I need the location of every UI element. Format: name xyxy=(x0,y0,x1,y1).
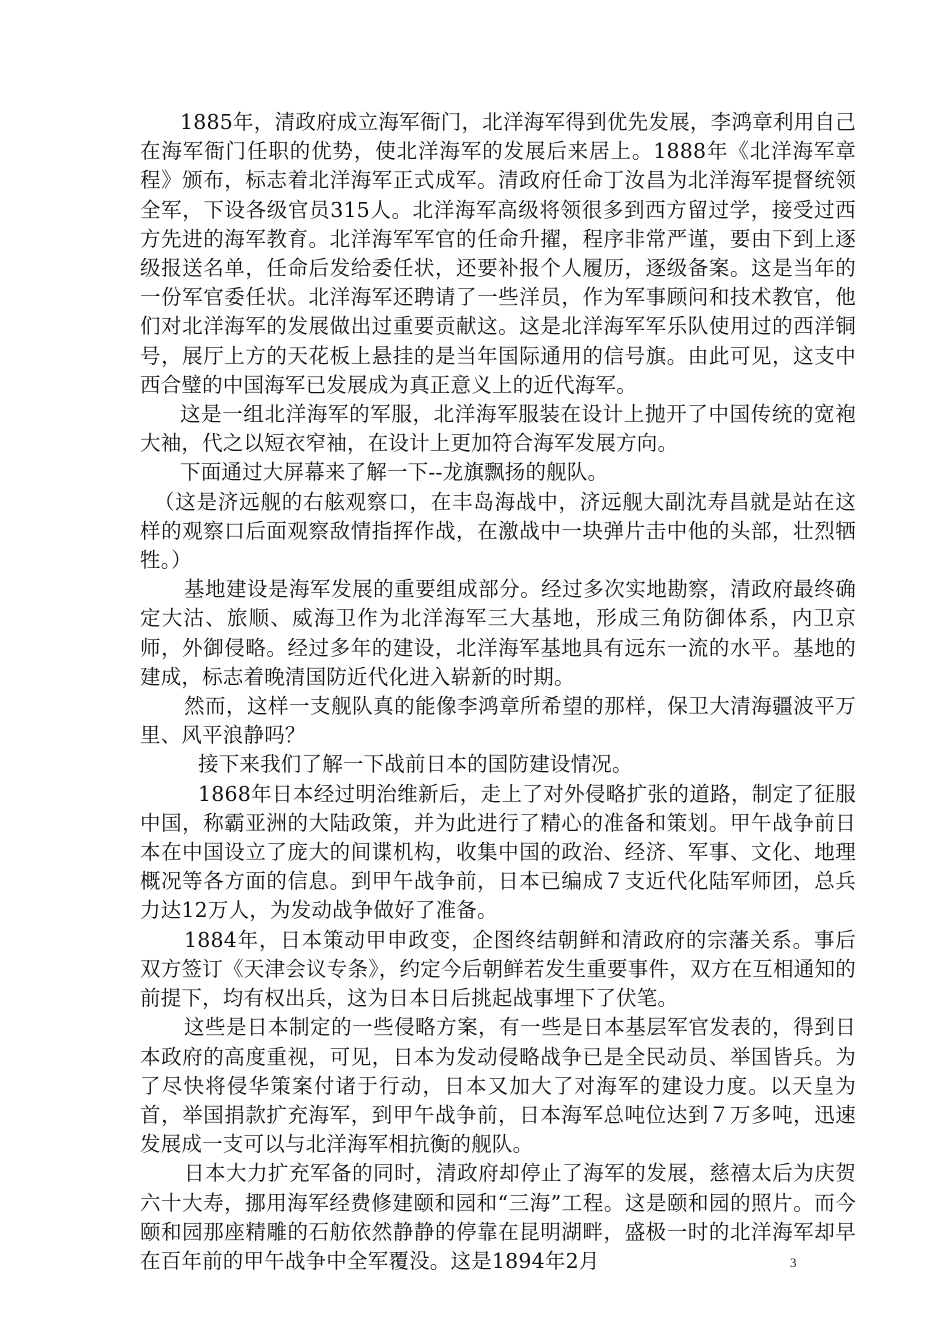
paragraph-summer-palace: 日本大力扩充军备的同时，清政府却停止了海军的发展，慈禧太后为庆贺六十大寿，挪用海军经费修建颐和园和“三海”工程。这是颐和园的照片。而今颐和园那座精雕的石舫依然静静的停靠在昆明湖畔，盛极一时的北洋海军却早在百年前的甲午战争中全军覆没。这是1894年2月 xyxy=(140,1161,856,1273)
paragraph-base-construction: 基地建设是海军发展的重要组成部分。经过多次实地勘察，清政府最终确定大沽、旅顺、威海卫作为北洋海军三大基地，形成三角防御体系，内卫京师，外御侵略。经过多年的建设，北洋海军基地具有远东一流的水平。基地的建成，标志着晚清国防近代化进入崭新的时期。 xyxy=(140,577,856,689)
paragraph-uniforms: 这是一组北洋海军的军服，北洋海军服装在设计上抛开了中国传统的宽袍大袖，代之以短衣窄袖，在设计上更加符合海军发展方向。 xyxy=(140,402,856,456)
paragraph-meiji-restoration: 1868年日本经过明治维新后，走上了对外侵略扩张的道路，制定了征服中国，称霸亚洲的大陆政策，并为此进行了精心的准备和策划。甲午战争前日本在中国设立了庞大的间谍机构，收集中国的政治、经济、军事、文化、地理概况等各方面的信息。到甲午战争前，日本已编成７支近代化陆军师团，总兵力达12万人，为发动战争做好了准备。 xyxy=(140,781,856,923)
paragraph-beiyang-navy-founding: 1885年，清政府成立海军衙门，北洋海军得到优先发展，李鸿章利用自己在海军衙门任职的优势，使北洋海军的发展后来居上。1888年《北洋海军章程》颁布，标志着北洋海军正式成军。清政府任命丁汝昌为北洋海军提督统领全军，下设各级官员315人。北洋海军高级将领很多到西方留过学，接受过西方先进的海军教育。北洋海军军官的任命升擢，程序非常严谨，要由下到上逐级报送名单，任命后发给委任状，还要补报个人履历，逐级备案。这是当年的一份军官委任状。北洋海军还聘请了一些洋员，作为军事顾问和技术教官，他们对北洋海军的发展做出过重要贡献这。这是北洋海军军乐队使用过的西洋铜号，展厅上方的天花板上悬挂的是当年国际通用的信号旗。由此可见，这支中西合璧的中国海军已发展成为真正意义上的近代海军。 xyxy=(140,110,856,397)
paragraph-invasion-plans: 这些是日本制定的一些侵略方案，有一些是日本基层军官发表的，得到日本政府的高度重视，可见，日本为发动侵略战争已是全民动员、举国皆兵。为了尽快将侵华策案付诸于行动，日本又加大了对海军的建设力度。以天皇为首，举国捐款扩充海军，到甲午战争前，日本海军总吨位达到７万多吨，迅速发展成一支可以与北洋海军相抗衡的舰队。 xyxy=(140,1015,856,1157)
paragraph-jiyuan-observation: （这是济远舰的右舷观察口，在丰岛海战中，济远舰大副沈寿昌就是站在这样的观察口后面观察敌情指挥作战，在激战中一块弹片击中他的头部，壮烈牺牲。） xyxy=(140,489,856,573)
paragraph-question: 然而，这样一支舰队真的能像李鸿章所希望的那样，保卫大清海疆波平万里、风平浪静吗？ xyxy=(140,694,856,748)
body-text xyxy=(140,108,856,1276)
page-number: 3 xyxy=(790,1255,797,1270)
paragraph-big-screen: 下面通过大屏幕来了解一下--龙旗飘扬的舰队。 xyxy=(180,460,609,485)
paragraph-japan-intro: 接下来我们了解一下战前日本的国防建设情况。 xyxy=(198,752,633,777)
paragraph-gapsin-coup: 1884年，日本策动甲申政变，企图终结朝鲜和清政府的宗藩关系。事后双方签订《天津会议专条》，约定今后朝鲜若发生重要事件，双方在互相通知的前提下，均有权出兵，这为日本日后挑起战事埋下了伏笔。 xyxy=(140,927,856,1011)
